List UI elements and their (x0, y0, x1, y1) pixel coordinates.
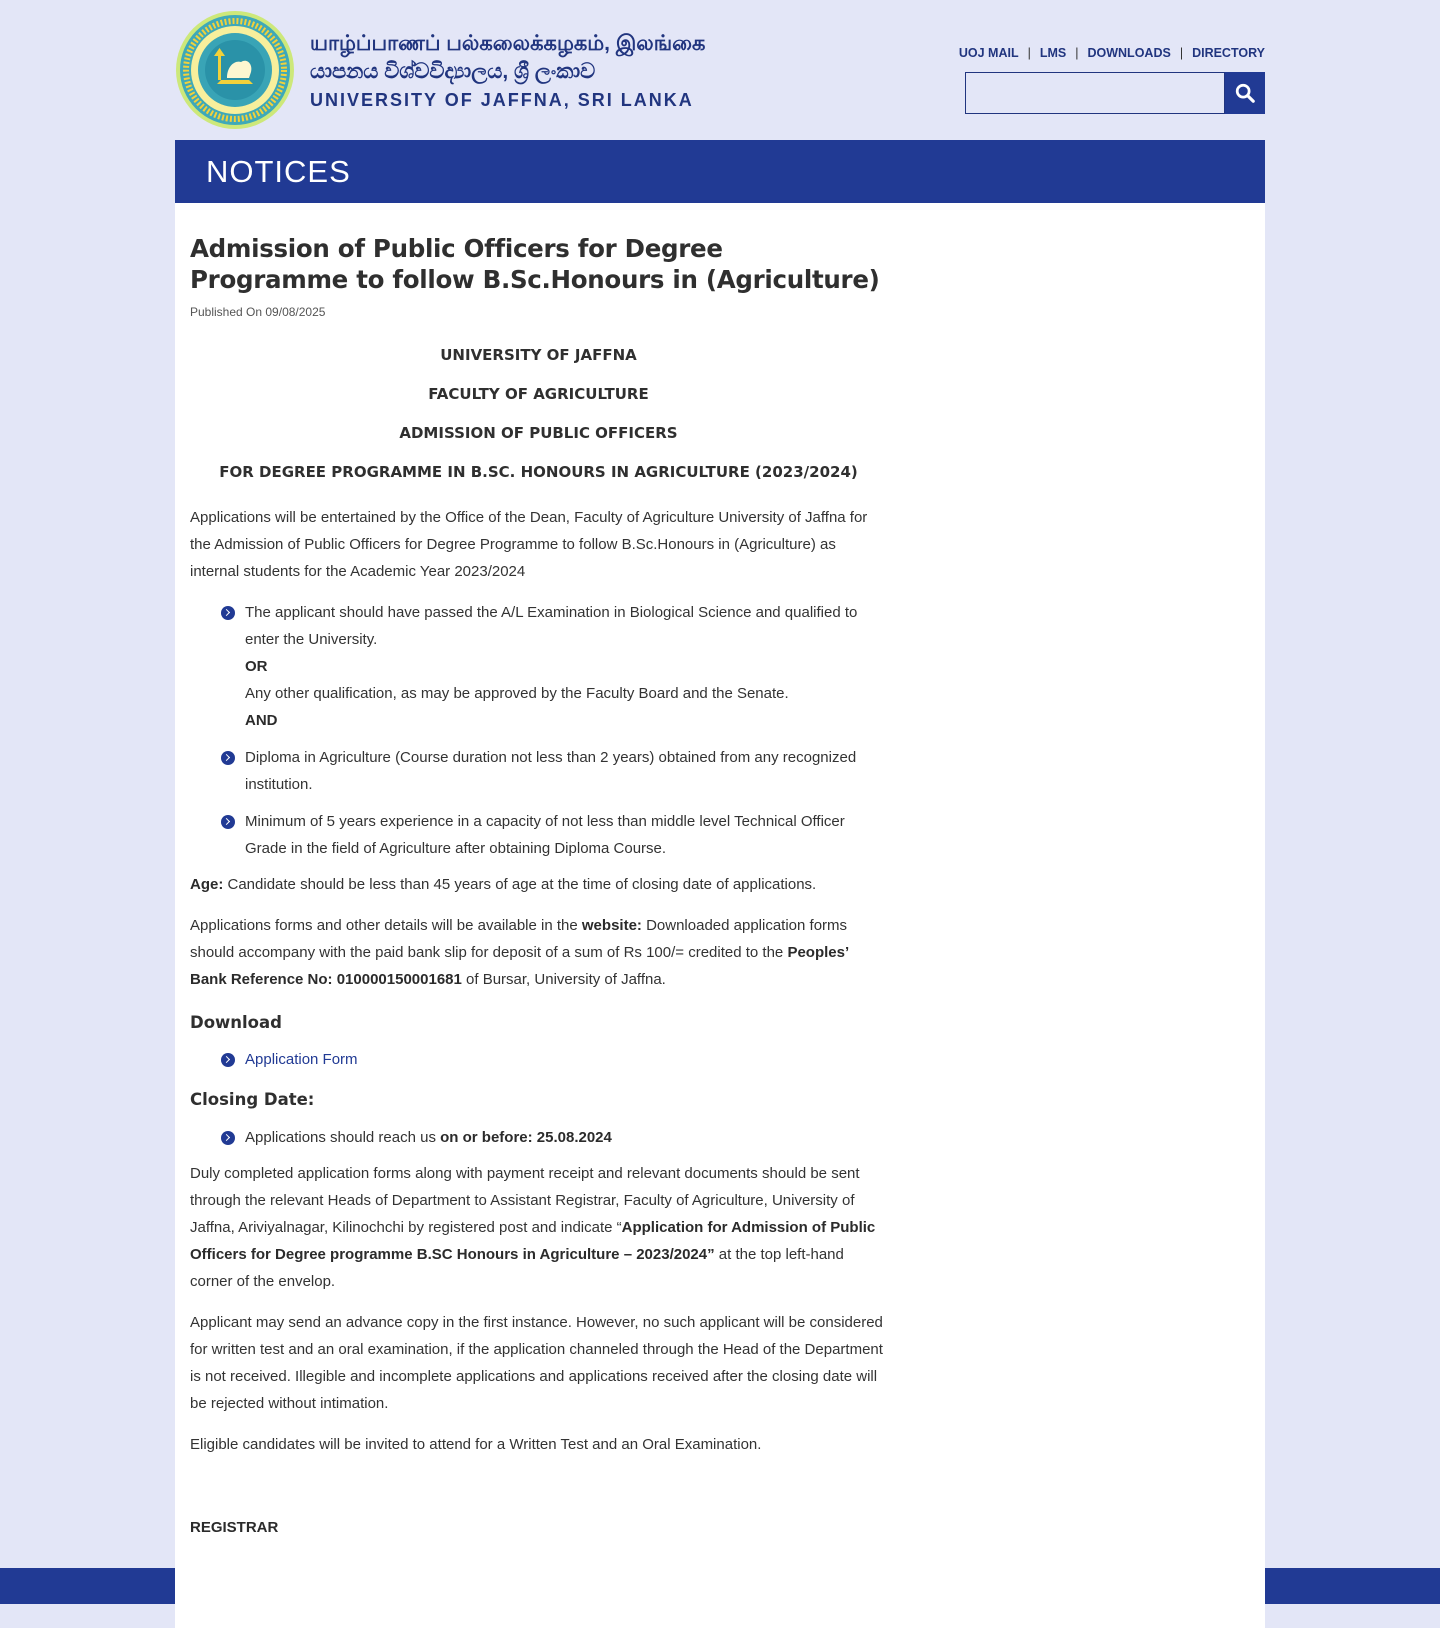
alternative-text: Any other qualification, as may be approved by the Faculty Board and the Senate. (245, 685, 789, 702)
logo-english-text: UNIVERSITY OF JAFFNA, SRI LANKA (310, 90, 694, 110)
registrar-signature: REGISTRAR (190, 1519, 279, 1536)
search-icon (1234, 82, 1256, 104)
top-links (959, 46, 1265, 60)
submission-text: Duly completed application forms along with payment receipt and relevant documents should be sent through the relevant Heads of Department to Assistant Registrar, Faculty of Agriculture, University of Jaffna, Ariviyalnagar, Kilinochchi by registered post and indicate “ (190, 1165, 860, 1236)
age-paragraph (190, 871, 887, 898)
logo-tamil-text: யாழ்ப்பாணப் பல்கலைக்கழகம், இலங்கை (310, 32, 706, 55)
search-bar (965, 72, 1265, 114)
heading-university: UNIVERSITY OF JAFFNA (440, 346, 637, 364)
page-banner: NOTICES (175, 140, 1265, 203)
requirements-list (190, 599, 887, 862)
main-content (175, 203, 1265, 1628)
heading-faculty: FACULTY OF AGRICULTURE (428, 385, 649, 403)
forms-text: Downloaded application forms should accompany with the paid bank slip for deposit of a sum of Rs 100/= credited to the (190, 917, 848, 961)
bullet-icon (221, 1131, 235, 1145)
article-title: Admission of Public Officers for Degree Programme to follow B.Sc.Honours in (Agriculture) (190, 234, 880, 294)
forms-text: Applications forms and other details will be available in the (190, 917, 582, 934)
and-label: AND (245, 712, 278, 729)
advance-copy-paragraph: Applicant may send an advance copy in the first instance. However, no such applicant will be considered for written test and an oral examination, if the application channeled through the Head of the Department is not received. Illegible and incomplete applications and applications received after the closing date will be rejected without intimation. (190, 1314, 883, 1412)
search-input[interactable] (965, 72, 1225, 114)
submission-text: at the top left-hand corner of the envelop. (190, 1246, 844, 1290)
download-list (190, 1046, 887, 1073)
list-item (245, 1046, 887, 1073)
link-separator: | (1075, 46, 1079, 60)
logo-sinhala-text: යාපනය විශ්වවිද්‍යාලය, ශ්‍රී ලංකාව (310, 60, 596, 83)
link-separator: | (1179, 46, 1184, 60)
bullet-icon (221, 1053, 235, 1067)
bullet-icon (221, 606, 235, 620)
bullet-icon (221, 751, 235, 765)
university-wordmark (310, 30, 705, 114)
search-button[interactable] (1225, 72, 1265, 114)
list-item (245, 1124, 887, 1151)
published-date: Published On 09/08/2025 (190, 305, 326, 319)
list-item (245, 599, 887, 734)
forms-paragraph (190, 912, 887, 993)
uoj-mail-link[interactable]: UOJ MAIL (958, 46, 1019, 60)
forms-text: of Bursar, University of Jaffna. (461, 971, 666, 988)
requirement-text: Minimum of 5 years experience in a capacity of not less than middle level Technical Officer Grade in the field of Agriculture after obtaining Diploma Course. (245, 813, 845, 857)
downloads-link[interactable]: DOWNLOADS (1087, 46, 1171, 60)
directory-link[interactable]: DIRECTORY (1192, 46, 1265, 60)
page-container (175, 0, 1265, 1628)
submission-paragraph (190, 1160, 887, 1295)
or-label: OR (245, 658, 268, 675)
age-text: Candidate should be less than 45 years of age at the time of closing date of applications. (223, 876, 817, 893)
envelope-label: Application for Admission of Public Officers for Degree programme B.SC Honours in Agriculture – 2023/2024” (190, 1219, 876, 1263)
website-label: website: (581, 917, 642, 934)
age-label: Age: (190, 876, 224, 893)
heading-programme: FOR DEGREE PROGRAMME IN B.SC. HONOURS IN AGRICULTURE (2023/2024) (219, 463, 858, 481)
closing-date-value: on or before: 25.08.2024 (440, 1129, 612, 1146)
article (190, 233, 887, 1541)
download-heading: Download (190, 1013, 282, 1032)
closing-list (190, 1124, 887, 1151)
university-seal-logo[interactable] (175, 10, 295, 130)
application-form-link[interactable]: Application Form (245, 1051, 358, 1068)
heading-admission: ADMISSION OF PUBLIC OFFICERS (399, 424, 678, 442)
requirement-text: Diploma in Agriculture (Course duration not less than 2 years) obtained from any recognized institution. (245, 749, 857, 793)
bank-reference: Peoples’ Bank Reference No: 010000150001681 (190, 944, 849, 988)
site-header (175, 0, 1265, 140)
closing-date-heading: Closing Date: (190, 1090, 315, 1109)
eligible-paragraph: Eligible candidates will be invited to attend for a Written Test and an Oral Examination. (190, 1436, 762, 1453)
lms-link[interactable]: LMS (1039, 46, 1067, 60)
link-separator: | (1027, 46, 1031, 60)
bullet-icon (221, 815, 235, 829)
list-item (245, 744, 887, 798)
list-item (245, 808, 887, 862)
closing-text: Applications should reach us (245, 1129, 441, 1146)
notice-headings (190, 345, 887, 501)
requirement-text: The applicant should have passed the A/L Examination in Biological Science and qualified to enter the University. (245, 604, 858, 648)
intro-paragraph: Applications will be entertained by the Office of the Dean, Faculty of Agriculture University of Jaffna for the Admission of Public Officers for Degree Programme to follow B.Sc.Honours in (Agriculture) as internal students for the Academic Year 2023/2024 (190, 509, 868, 580)
